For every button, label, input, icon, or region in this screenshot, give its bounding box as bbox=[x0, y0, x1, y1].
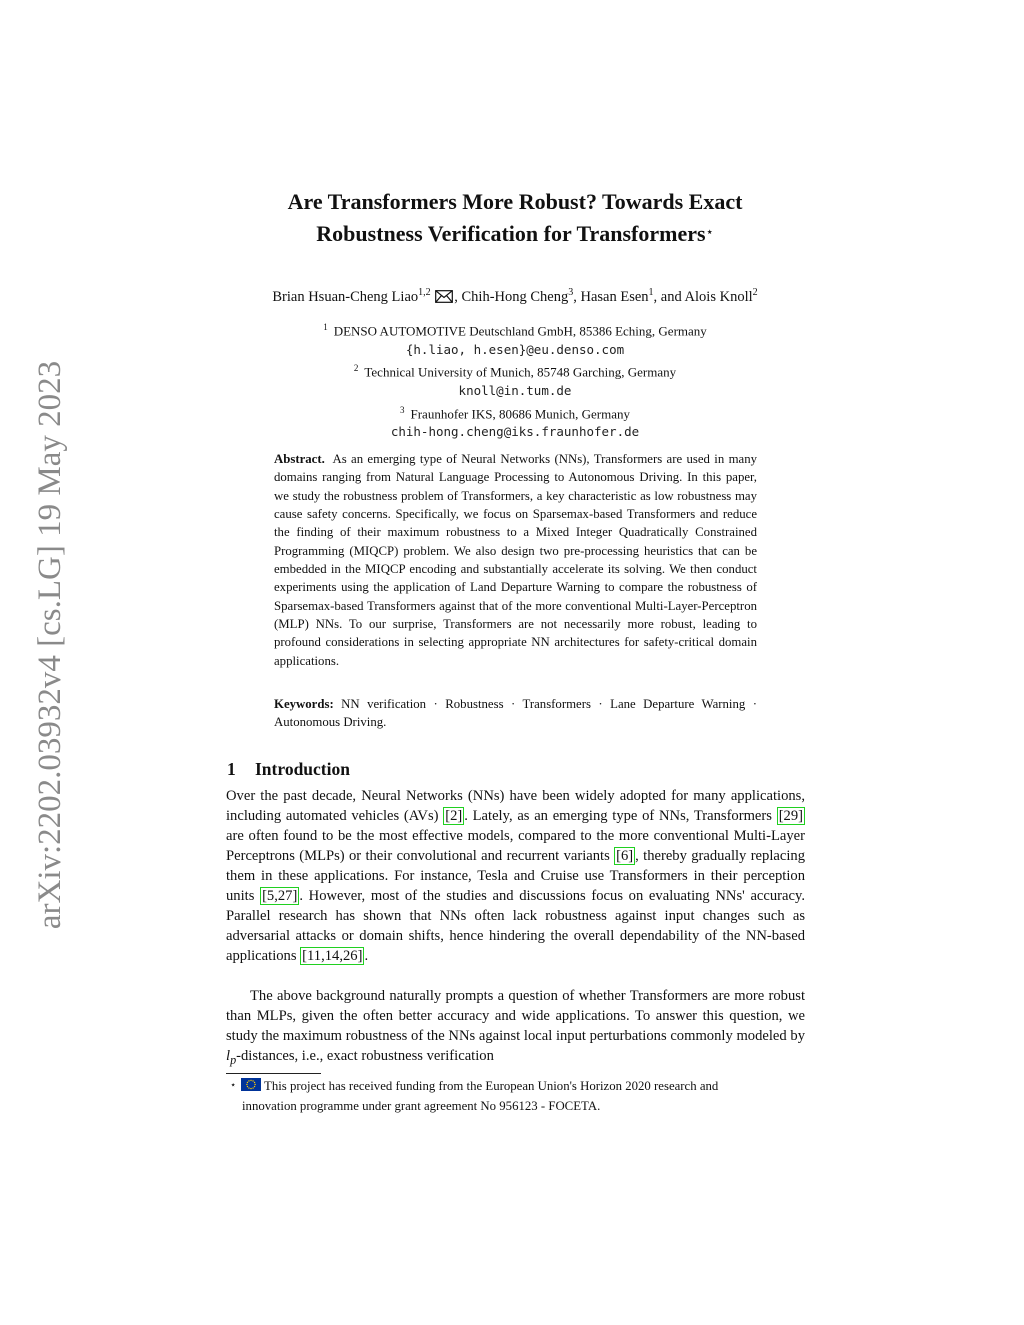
affiliation-1-email[interactable]: {h.liao, h.esen}@eu.denso.com bbox=[405, 341, 625, 357]
intro-p1-text-3: are often found to be the most effective models, compared to the more conventional Multi-Layer Perceptrons (MLPs) or their convolutional and recurrent variants bbox=[226, 828, 805, 864]
citation-link[interactable]: [2] bbox=[445, 808, 463, 824]
title-line-2: Robustness Verification for Transformers bbox=[316, 221, 706, 246]
affiliations bbox=[200, 318, 830, 442]
keywords-label: Keywords: bbox=[274, 697, 334, 711]
lp-symbol bbox=[226, 1048, 237, 1067]
footnote-line-1: This project has received funding from the European Union's Horizon 2020 research and bbox=[264, 1079, 719, 1093]
intro-p2-text-2: -distances, i.e., exact robustness verification bbox=[236, 1048, 494, 1064]
intro-p1-text-5: . However, most of the studies and discussions focus on evaluating NNs' accuracy. Parallel research has shown that NNs often lack robustness against input changes such as adversarial attacks or domain shifts, hence hindering the overall dependability of the NN-based applications bbox=[226, 888, 805, 964]
affiliation-3-email[interactable]: chih-hong.cheng@iks.fraunhofer.de bbox=[390, 424, 640, 440]
affiliation-2 bbox=[200, 359, 830, 382]
intro-p1-text-2: . Lately, as an emerging type of NNs, Transformers bbox=[464, 808, 777, 824]
affiliation-3-name: Fraunhofer IKS, 80686 Munich, Germany bbox=[410, 405, 630, 421]
author-3-affil: 1 bbox=[648, 287, 654, 298]
citation-link[interactable]: [6] bbox=[616, 848, 634, 864]
footnote-mark: ⋆ bbox=[230, 1080, 237, 1091]
keywords-text: NN verification · Robustness · Transformers · Lane Departure Warning · Autonomous Driving. bbox=[274, 697, 757, 730]
affiliation-1-name: DENSO AUTOMOTIVE Deutschland GmbH, 85386 Eching, Germany bbox=[333, 323, 707, 339]
lp-l: l bbox=[226, 1048, 231, 1064]
intro-p1-text-4: , thereby gradually replacing them in these applications. For instance, Tesla and Cruise use Transformers in their perception units bbox=[226, 848, 805, 904]
intro-p1-text-6: . bbox=[364, 948, 369, 964]
author-list bbox=[150, 283, 880, 309]
footnote-line-2: innovation programme under grant agreement No 956123 - FOCETA. bbox=[242, 1098, 601, 1113]
title-line-1: Are Transformers More Robust? Towards Exact bbox=[287, 189, 743, 214]
author-2: , Chih-Hong Cheng bbox=[454, 288, 569, 305]
author-1-affil: 1,2 bbox=[418, 287, 431, 298]
section-title: Introduction bbox=[255, 759, 350, 779]
arxiv-identifier: arXiv:2202.03932v4 [cs.LG] 19 May 2023 bbox=[32, 360, 68, 930]
envelope-icon bbox=[435, 289, 453, 309]
intro-paragraph-2 bbox=[226, 986, 805, 1070]
title-footnote-mark: ⋆ bbox=[705, 224, 714, 239]
author-4-affil: 2 bbox=[752, 287, 758, 298]
paper-title bbox=[200, 186, 830, 250]
author-2-affil: 3 bbox=[568, 287, 574, 298]
affiliation-1 bbox=[200, 318, 830, 341]
citation-link[interactable]: [11,14,26] bbox=[302, 948, 363, 964]
abstract-label: Abstract. bbox=[274, 452, 325, 466]
affiliation-2-number: 2 bbox=[353, 363, 359, 374]
author-3: , Hasan Esen bbox=[573, 288, 649, 305]
affiliation-2-name: Technical University of Munich, 85748 Garching, Germany bbox=[364, 364, 677, 380]
author-4: , and Alois Knoll bbox=[653, 288, 753, 305]
funding-footnote bbox=[230, 1077, 805, 1115]
keywords bbox=[274, 695, 757, 732]
intro-p1-text-1: Over the past decade, Neural Networks (NNs) have been widely adopted for many applications, including automated vehicles (AVs) bbox=[226, 788, 805, 824]
abstract-text: As an emerging type of Neural Networks (NNs), Transformers are used in many domains ranging from Natural Language Processing to Autonomous Driving. In this paper, we study the robustness problem of Transformers, a key characteristic as low robustness may cause safety concerns. Specifically, we focus on Sparsemax-based Transformers and reduce the finding of their maximum robustness to a Mixed Integer Quadratically Constrained Programming (MIQCP) problem. We also design two pre-processing heuristics that can be embedded in the MIQCP encoding and substantially accelerate its solving. We then conduct experiments using the application of Land Departure Warning to compare the robustness of Sparsemax-based Transformers against that of the more conventional Multi-Layer-Perceptron (MLP) NNs. To our surprise, Transformers are not necessarily more robust, leading to profound considerations in selecting appropriate NN architectures for safety-critical domain applications. bbox=[274, 452, 758, 668]
intro-p2-text-1: The above background naturally prompts a question of whether Transformers are more robust than MLPs, given the often better accuracy and wide applications. To answer this question, we study the maximum robustness of the NNs against local input perturbations commonly modeled by bbox=[226, 988, 805, 1044]
eu-flag-icon bbox=[241, 1078, 261, 1097]
affiliation-2-email[interactable]: knoll@in.tum.de bbox=[458, 383, 572, 399]
lp-p: p bbox=[230, 1052, 237, 1067]
affiliation-3-number: 3 bbox=[399, 404, 405, 415]
affiliation-1-number: 1 bbox=[323, 322, 328, 332]
section-number: 1 bbox=[227, 759, 236, 779]
citation-link[interactable]: [29] bbox=[778, 808, 804, 824]
section-heading-introduction bbox=[227, 758, 350, 780]
footnote-divider bbox=[226, 1073, 321, 1074]
affiliation-3 bbox=[200, 401, 830, 424]
intro-paragraph-1 bbox=[226, 786, 805, 966]
author-1: Brian Hsuan-Cheng Liao bbox=[272, 288, 419, 305]
abstract bbox=[274, 450, 757, 670]
citation-link[interactable]: [5,27] bbox=[262, 888, 298, 904]
